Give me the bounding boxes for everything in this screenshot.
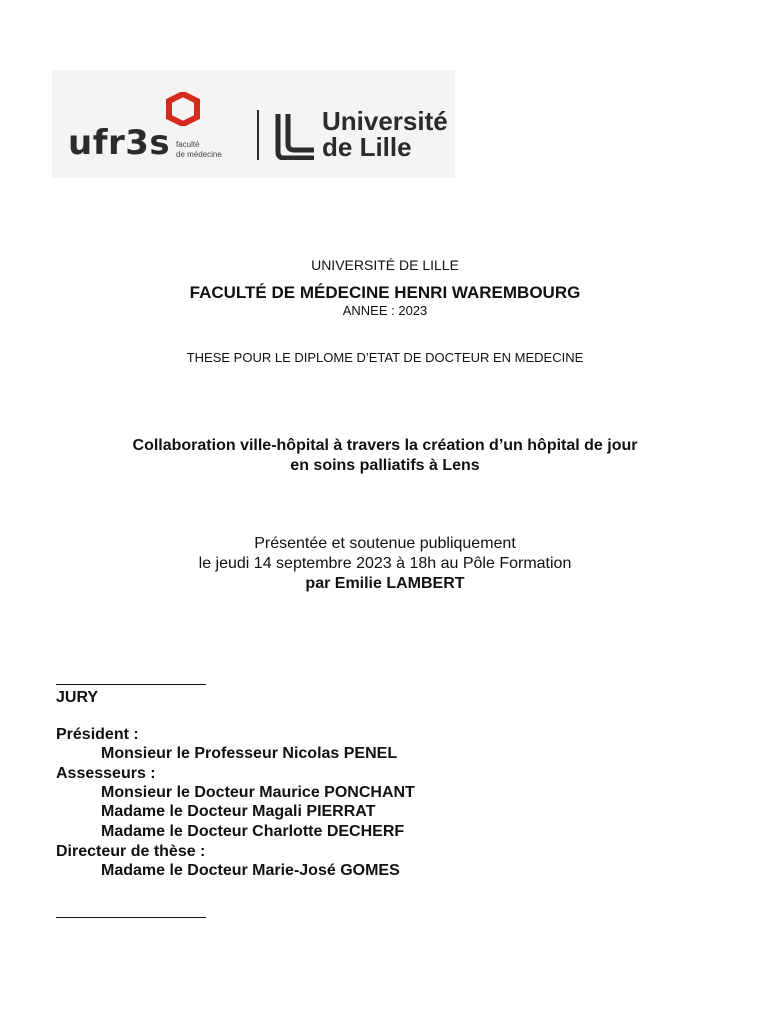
thesis-type: THESE POUR LE DIPLOME D’ETAT DE DOCTEUR EN MEDECINE [186, 350, 584, 365]
divider-rule-bottom [56, 917, 206, 918]
universite-lille-mark-icon [274, 112, 318, 160]
university-line2: de Lille [322, 132, 412, 162]
director-label: Directeur de thèse : [56, 843, 206, 860]
university-heading: UNIVERSITÉ DE LILLE [311, 257, 459, 273]
presentation-line2: le jeudi 14 septembre 2023 à 18h au Pôle Formation [198, 555, 572, 572]
logo-band [52, 70, 455, 178]
thesis-title-line1: Collaboration ville-hôpital à travers la création d’un hôpital de jour [132, 437, 638, 454]
faculte-line2: de médecine [176, 150, 222, 159]
assessors-label: Assesseurs : [56, 765, 156, 782]
divider-rule-top [56, 684, 206, 685]
jury-heading: JURY [56, 689, 99, 706]
faculty-heading: FACULTÉ DE MÉDECINE HENRI WAREMBOURG [189, 283, 581, 302]
director-name: Madame le Docteur Marie-José GOMES [101, 862, 400, 879]
assessor-item: Madame le Docteur Magali PIERRAT [101, 803, 376, 820]
university-line1: Université [322, 106, 448, 136]
thesis-title-line2: en soins palliatifs à Lens [290, 457, 480, 474]
year-line: ANNEE : 2023 [342, 303, 428, 318]
hexagon-logo-icon [166, 92, 200, 126]
faculte-label [176, 140, 236, 160]
author-line: par Emilie LAMBERT [305, 575, 465, 592]
presentation-line1: Présentée et soutenue publiquement [254, 535, 516, 552]
ufr3s-logo-text: ufr3s [68, 123, 171, 163]
president-name: Monsieur le Professeur Nicolas PENEL [101, 745, 398, 762]
assessor-item: Monsieur le Docteur Maurice PONCHANT [101, 784, 415, 801]
university-name-logo [322, 108, 448, 160]
faculte-line1: faculté [176, 140, 200, 149]
assessor-item: Madame le Docteur Charlotte DECHERF [101, 823, 405, 840]
president-label: Président : [56, 726, 139, 743]
logo-divider [257, 110, 259, 160]
